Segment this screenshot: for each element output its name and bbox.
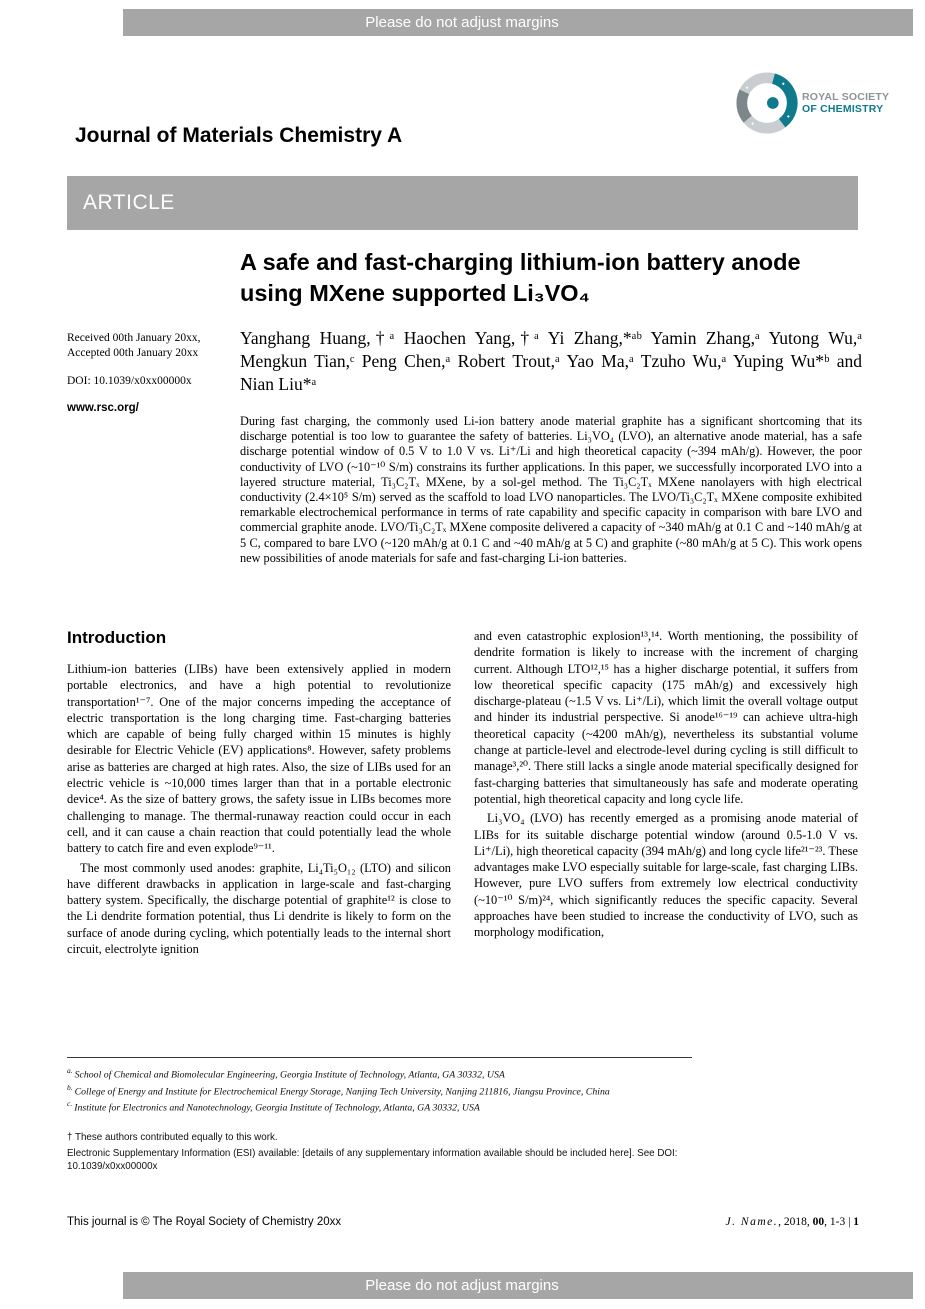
article-type-banner xyxy=(67,176,858,230)
affiliation-b-marker: b. xyxy=(67,1082,73,1092)
intro-paragraph-2: The most commonly used anodes: graphite, Li₄Ti₅O₁₂ (LTO) and silicon have different drawbacks in application in large-scale and fast-charging battery system. Specifically, the discharge potential of graphite¹² is close to the Li dendrite formation potential, thus Li dendrite is likely to form on the surface of anode during cycling, which potentially leads to the internal short circuit, electrolyte ignition xyxy=(67,860,451,957)
page-number: 1 xyxy=(853,1216,859,1228)
top-margin-banner-text: Please do not adjust margins xyxy=(365,14,559,31)
rsc-website-url: www.rsc.org/ xyxy=(67,401,139,414)
intro-paragraph-3: and even catastrophic explosion¹³,¹⁴. Worth mentioning, the possibility of dendrite formation is likely to increase with the increment of charging current. Although LTO¹²,¹⁵ has a higher discharge potential, it suffers from low theoretical specific capacity (175 mAh/g) and excessively high discharge-plateau (~1.5 V vs. Li⁺/Li), which limit the overall voltage output and hinder its industrial perspective. Si anode¹⁶⁻¹⁹ can achieve ultra-high theoretical capacity (~4200 mAh/g), nevertheless its substantial volume change at particle-level and electrode-level during cycling is still difficult to manage³,²⁰. There still lacks a single anode material specifically designed for fast-charging batteries that simultaneously has safe and moderate operating potential, high theoretical capacity and long cycle life. xyxy=(474,629,858,806)
affiliation-c-text: Institute for Electronics and Nanotechnology, Georgia Institute of Technology, Atlanta, GA 30332, USA xyxy=(74,1102,480,1114)
journal-name: Journal of Materials Chemistry A xyxy=(75,124,403,147)
citation-sep2: , 1-3 | xyxy=(824,1216,854,1228)
section-heading-introduction: Introduction xyxy=(67,628,167,647)
intro-paragraph-1: Lithium-ion batteries (LIBs) have been extensively applied in modern portable electronics, and have a high potential to revolutionize transportation¹⁻⁷. One of the major concerns impeding the acceptance of electric transportation is the long charging time. Fast-charging batteries which are capable of being fully charged within 15 minutes is highly desirable for Electric Vehicle (EV) applications⁸. However, safety problems arise as batteries are charged at high rates. Also, the size of LIBs used for an electric vehicle is ~10,000 times larger than that in a portable electronic device⁴. As the size of battery grows, the safety issue in LIBs becomes more challenging to manage. The thermal-runaway reaction could occur in each cell, and it can cause a chain reaction that could potentially lead the whole battery to catch fire and even explode⁹⁻¹¹. xyxy=(67,662,451,856)
intro-paragraph-4: Li₃VO₄ (LVO) has recently emerged as a promising anode material of LIBs for its suitable discharge potential window (around 0.5-1.0 V vs. Li⁺/Li), high theoretical capacity (394 mAh/g) and long cycle life²¹⁻²³. These advantages make LVO especially suitable for large-scale, fast charging LIBs. However, pure LVO suffers from extremely low electrical conductivity (~10⁻¹⁰ S/m)²⁴, which significantly reduces the specific capacity. Several approaches have been studied to increase the conductivity of LVO, such as morphology modification, xyxy=(474,811,858,940)
citation xyxy=(726,1216,859,1228)
accepted-date: Accepted 00th January 20xx xyxy=(67,346,199,359)
rsc-roundel-icon xyxy=(735,71,799,135)
bottom-margin-banner-text: Please do not adjust margins xyxy=(365,1277,559,1294)
footnotes-block xyxy=(67,1057,692,1173)
affiliation-b-text: College of Energy and Institute for Electrochemical Energy Storage, Nanjing Tech University, Nanjing 211816, Jiangsu Province, China xyxy=(74,1085,610,1097)
bottom-margin-banner xyxy=(123,1272,913,1299)
author-list: Yanghang Huang,†ᵃ Haochen Yang,†ᵃ Yi Zhang,*ᵃᵇ Yamin Zhang,ᵃ Yutong Wu,ᵃ Mengkun Tian,ᶜ Peng Chen,ᵃ Robert Trout,ᵃ Yao Ma,ᵃ Tzuho Wu,ᵃ Yuping Wu*ᵇ and Nian Liu*ᵃ xyxy=(240,328,862,394)
citation-volume: 00 xyxy=(812,1216,825,1228)
received-date: Received 00th January 20xx, xyxy=(67,332,201,344)
manuscript-meta xyxy=(67,331,237,415)
right-column xyxy=(474,628,858,957)
rsc-wordmark-line2: OF CHEMISTRY xyxy=(802,103,884,115)
paper-title: A safe and fast-charging lithium-ion battery anode using MXene supported Li₃VO₄ xyxy=(240,249,801,306)
copyright-notice: This journal is © The Royal Society of Chemistry 20xx xyxy=(67,1216,342,1228)
affiliation-a xyxy=(67,1065,692,1082)
body-columns xyxy=(67,628,858,957)
esi-note: Electronic Supplementary Information (ESI) available: [details of any supplementary information available should be included here]. See DOI: 10.1039/x0xx00000x xyxy=(67,1148,678,1172)
article-type-label: ARTICLE xyxy=(83,191,175,214)
affiliation-c-marker: c. xyxy=(67,1099,73,1109)
citation-sep1: , 2018, xyxy=(778,1216,813,1228)
rsc-wordmark xyxy=(802,91,889,116)
citation-journal: J. Name. xyxy=(725,1216,779,1228)
left-column xyxy=(67,628,451,957)
rsc-wordmark-line1: ROYAL SOCIETY xyxy=(802,90,890,103)
rsc-logo xyxy=(735,71,889,135)
affiliation-c xyxy=(67,1098,692,1115)
equal-contribution-note: † These authors contributed equally to this work. xyxy=(67,1131,278,1143)
top-margin-banner xyxy=(123,9,913,36)
page-footer xyxy=(67,1216,859,1228)
abstract-text: During fast charging, the commonly used Li-ion battery anode material graphite has a significant shortcoming that its discharge potential is too low to guarantee the safety of batteries. Li₃VO₄ (LVO), an alternative anode material, has a safe discharge potential window of 0.5 V to 1.0 V vs. Li⁺/Li and high theoretical capacity (~394 mAh/g). However, the poor conductivity of LVO (~10⁻¹⁰ S/m) constrains its further applications. In this paper, we successfully incorporated LVO into a layered structure material, Ti₃C₂Tₓ MXene, by a sol-gel method. The Ti₃C₂Tₓ MXene nanolayers with high electrical conductivity (2.4×10⁵ S/m) served as the scaffold to load LVO nanoparticles. The LVO/Ti₃C₂Tₓ MXene composite exhibited remarkable electrochemical performance in terms of rate capability and specific capacity in comparison with bare LVO and commercial graphite anode. LVO/Ti₃C₂Tₓ MXene composite delivered a capacity of ~340 mAh/g at 0.1 C and ~140 mAh/g at 5 C, compared to bare LVO (~120 mAh/g at 0.1 C and ~40 mAh/g at 5 C) and graphite (~80 mAh/g at 5 C). This work opens new possibilities of anode materials for safe and fast-charging Li-ion batteries. xyxy=(240,414,862,565)
affiliation-a-marker: a. xyxy=(67,1066,73,1075)
affiliation-a-text: School of Chemical and Biomolecular Engineering, Georgia Institute of Technology, Atlanta, GA 30332, USA xyxy=(74,1069,505,1081)
affiliation-b xyxy=(67,1082,692,1099)
doi-text: DOI: 10.1039/x0xx00000x xyxy=(67,375,192,387)
